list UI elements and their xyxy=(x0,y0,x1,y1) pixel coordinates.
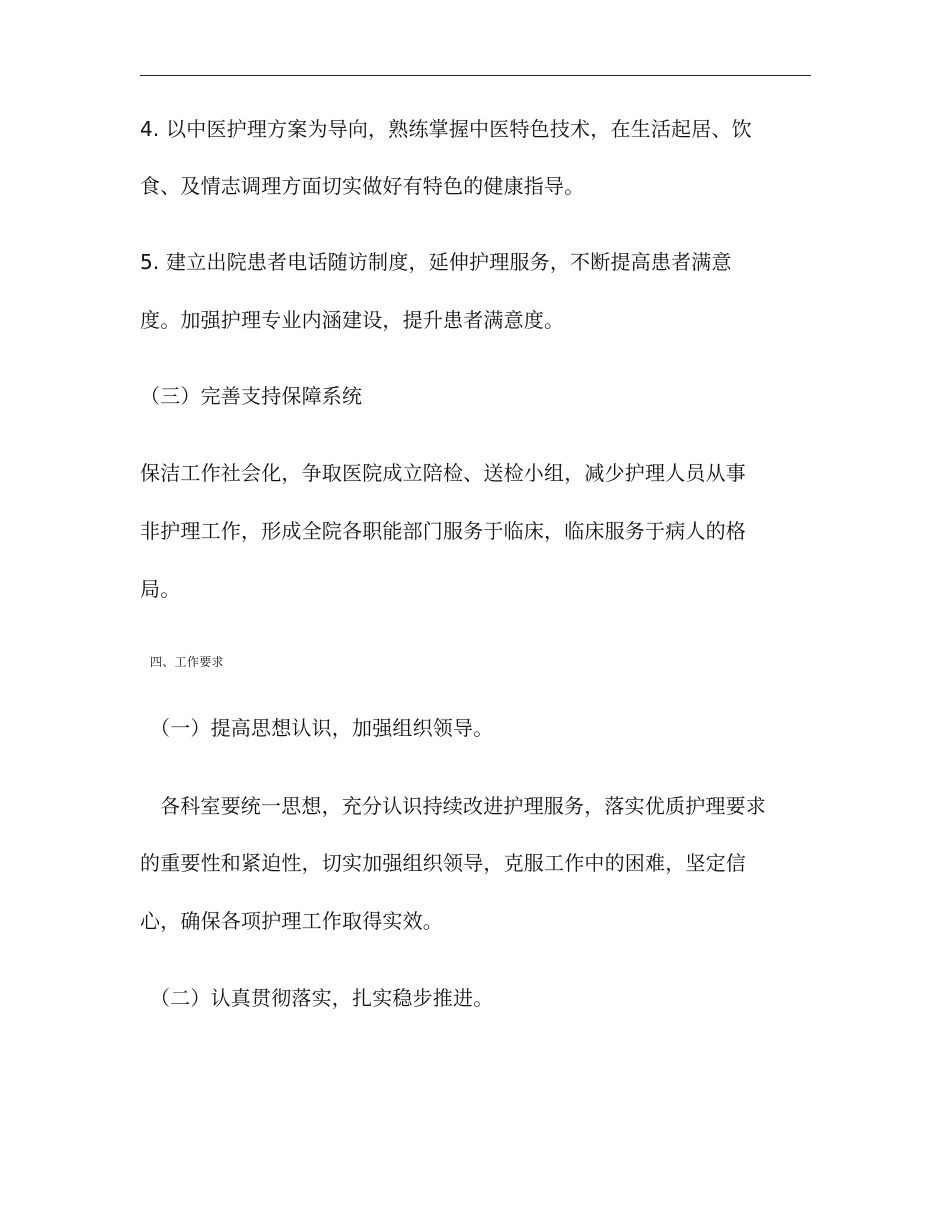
subsection-2-heading: （二）认真贯彻落实，扎实稳步推进。 xyxy=(150,986,494,1010)
subsection-1-para-line-3: 心，确保各项护理工作取得实效。 xyxy=(140,909,443,933)
item-5-line-1: 5. 建立出院患者电话随访制度，延伸护理服务，不断提高患者满意 xyxy=(140,250,732,274)
subsection-1-para-line-1: 各科室要统一思想，充分认识持续改进护理服务，落实优质护理要求 xyxy=(160,794,766,818)
item-4-line-1: 4. 以中医护理方案为导向，熟练掌握中医特色技术，在生活起居、饮 xyxy=(140,117,752,141)
subsection-1-para-line-2: 的重要性和紧迫性，切实加强组织领导，克服工作中的困难，坚定信 xyxy=(140,851,746,875)
header-rule xyxy=(140,75,811,76)
item-4-line-2: 食、及情志调理方面切实做好有特色的健康指导。 xyxy=(140,174,585,198)
section-3-para-line-1: 保洁工作社会化，争取医院成立陪检、送检小组，减少护理人员从事 xyxy=(140,461,746,485)
section-3-para-line-2: 非护理工作，形成全院各职能部门服务于临床，临床服务于病人的格 xyxy=(140,519,746,543)
section-3-heading: （三）完善支持保障系统 xyxy=(140,384,363,408)
section-3-para-line-3: 局。 xyxy=(140,577,181,601)
subsection-1-heading: （一）提高思想认识，加强组织领导。 xyxy=(150,716,494,740)
item-5-line-2: 度。加强护理专业内涵建设，提升患者满意度。 xyxy=(140,308,565,332)
section-4-heading: 四、工作要求 xyxy=(150,655,224,669)
